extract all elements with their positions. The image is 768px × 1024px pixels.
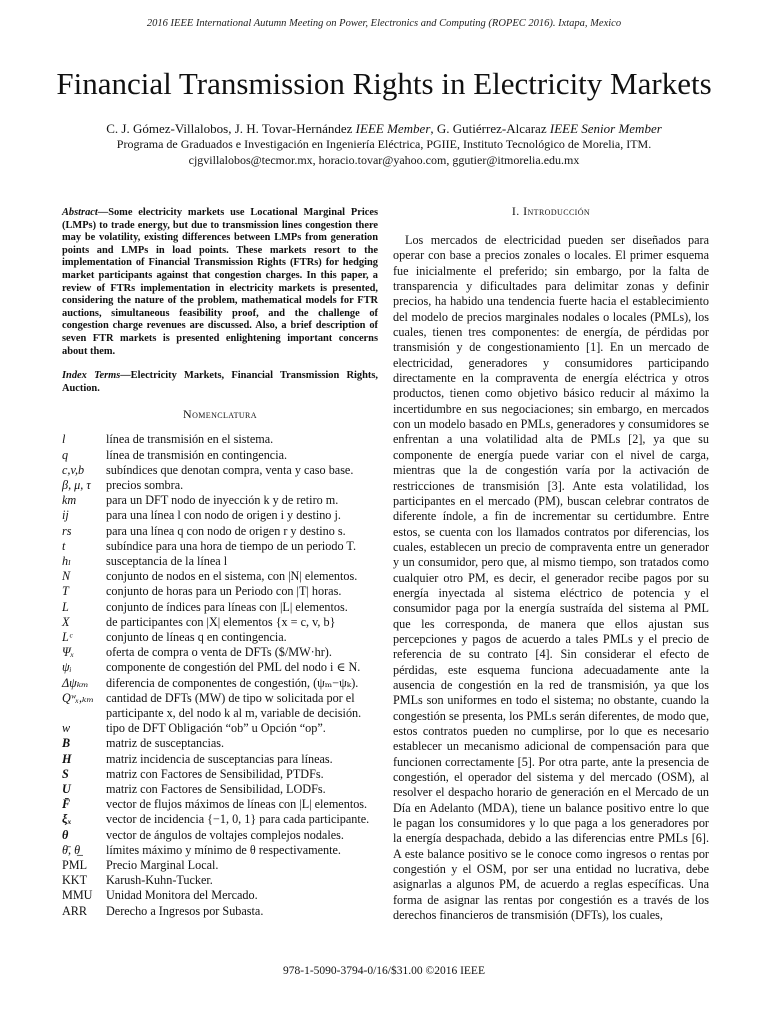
nomenclature-symbol: θ bbox=[62, 827, 69, 842]
nomenclature-symbol: rs bbox=[62, 523, 72, 538]
nomenclature-definition: vector de flujos máximos de líneas con |L| elementos. bbox=[106, 797, 368, 812]
author-role-2: IEEE Senior Member bbox=[549, 121, 662, 136]
nomenclature-symbol: ξₓ bbox=[62, 812, 72, 827]
nomenclature-symbol: km bbox=[62, 493, 77, 508]
nomenclature-definition: vector de incidencia {−1, 0, 1} para cada participante. bbox=[106, 812, 370, 827]
nomenclature-definition: Karush-Kuhn-Tucker. bbox=[106, 873, 213, 888]
nomenclature-symbol: S bbox=[62, 766, 69, 781]
nomenclature-symbol: β, μ, τ bbox=[62, 477, 91, 492]
nomenclature-row bbox=[62, 676, 378, 691]
nomenclature-definition: conjunto de índices para líneas con |L| elementos. bbox=[106, 599, 348, 614]
nomenclature-definition: línea de transmisión en contingencia. bbox=[106, 447, 288, 462]
nomenclature-row bbox=[62, 600, 378, 615]
nomenclature-definition: vector de ángulos de voltajes complejos nodales. bbox=[106, 827, 344, 842]
nomenclature-symbol: H bbox=[62, 751, 72, 766]
nomenclature-row bbox=[62, 736, 378, 751]
nomenclature-definition: límites máximo y mínimo de θ respectivamente. bbox=[106, 842, 341, 857]
abstract-lead: Abstract bbox=[62, 207, 98, 218]
nomenclature-row bbox=[62, 828, 378, 843]
nomenclature-symbol: w bbox=[62, 721, 71, 736]
nomenclature-row bbox=[62, 615, 378, 630]
nomenclature-definition: para una línea l con nodo de origen i y destino j. bbox=[106, 508, 341, 523]
nomenclature-definition: susceptancia de la línea l bbox=[106, 553, 228, 568]
nomenclature-symbol: X bbox=[62, 614, 70, 629]
abstract-text: —Some electricity markets use Locational Marginal Prices (LMPs) to trade energy, but due to transmission lines congestion there may be volatility, existing differences between LMPs from generation points and LMPs in load points. These markets resort to the implementation of Financial Transmission Rights (FTRs) for hedging market participants against that congestion charges. In this paper, a review of FTRs implementation in electricity markets is presented, considering the nature of the problem, mathematical models for FTR auctions, simultaneous feasibility proof, and the challenge of congestion charge revenues are discussed. Also, a brief description of seven FTR markets is presented enlightening important concerns about them. bbox=[62, 207, 378, 357]
nomenclature-definition: Derecho a Ingresos por Subasta. bbox=[106, 903, 264, 918]
nomenclature-symbol: Δψₖₘ bbox=[62, 675, 89, 690]
nomenclature-row bbox=[62, 873, 378, 888]
nomenclature-definition: matriz con Factores de Sensibilidad, LODFs. bbox=[106, 781, 326, 796]
nomenclature-row bbox=[62, 630, 378, 645]
nomenclature-symbol: q bbox=[62, 447, 69, 462]
index-terms-lead: Index Terms bbox=[62, 370, 121, 382]
nomenclature-definition: componente de congestión del PML del nodo i ∈ N. bbox=[106, 660, 361, 675]
nomenclature-symbol: θ̄, θ̲ bbox=[62, 842, 81, 857]
nomenclature-definition: cantidad de DFTs (MW) de tipo w solicitada por el bbox=[106, 690, 355, 705]
nomenclature-definition: diferencia de componentes de congestión, (ψₘ−ψₖ). bbox=[106, 675, 359, 690]
conference-header: 2016 IEEE International Autumn Meeting on Power, Electronics and Computing (ROPEC 2016). Ixtapa, Mexico bbox=[146, 18, 622, 29]
nomenclature-definition: precios sombra. bbox=[106, 477, 184, 492]
nomenclature-definition: Precio Marginal Local. bbox=[106, 858, 219, 872]
nomenclature-symbol: N bbox=[62, 569, 71, 584]
nomenclature-symbol: PML bbox=[62, 858, 88, 872]
introduction-heading: I. Introducción bbox=[511, 204, 591, 218]
nomenclature-row bbox=[62, 660, 378, 675]
nomenclature-symbol: hₗ bbox=[62, 553, 72, 568]
nomenclature-row bbox=[62, 767, 378, 782]
nomenclature-symbol: MMU bbox=[62, 888, 93, 903]
left-column bbox=[62, 207, 378, 919]
nomenclature-definition-continued: participante x, del nodo k al m, variable de decisión. bbox=[106, 705, 362, 720]
nomenclature-row bbox=[62, 539, 378, 554]
nomenclature-row bbox=[62, 691, 378, 706]
abstract bbox=[62, 207, 378, 358]
nomenclature-row bbox=[62, 584, 378, 599]
author-emails: cjgvillalobos@tecmor.mx, horacio.tovar@yahoo.com, ggutier@itmorelia.edu.mx bbox=[188, 153, 580, 167]
index-terms bbox=[62, 370, 378, 395]
nomenclature-definition: para un DFT nodo de inyección k y de retiro m. bbox=[106, 493, 339, 508]
right-column bbox=[393, 204, 709, 923]
nomenclature-symbol: c,v,b bbox=[62, 462, 85, 477]
nomenclature-symbol: Qʷₓ,ₖₘ bbox=[62, 690, 94, 705]
nomenclature-row bbox=[62, 478, 378, 493]
nomenclature-heading: Nomenclatura bbox=[183, 407, 257, 422]
nomenclature-symbol: l bbox=[62, 432, 66, 447]
nomenclature-row bbox=[62, 752, 378, 767]
nomenclature-definition: subíndice para una hora de tiempo de un periodo T. bbox=[106, 538, 356, 553]
nomenclature-symbol: F̄ bbox=[62, 797, 71, 812]
nomenclature-row bbox=[62, 463, 378, 478]
nomenclature-row bbox=[62, 524, 378, 539]
author-role-1: IEEE Member bbox=[355, 121, 431, 136]
nomenclature-symbol: ψᵢ bbox=[62, 660, 72, 675]
nomenclature-symbol: Lᶜ bbox=[62, 629, 72, 644]
nomenclature-row bbox=[62, 554, 378, 569]
nomenclature-definition: conjunto de líneas q en contingencia. bbox=[106, 629, 287, 644]
nomenclature-row bbox=[62, 508, 378, 523]
nomenclature-definition: matriz de susceptancias. bbox=[106, 736, 225, 751]
nomenclature-symbol: U bbox=[62, 781, 71, 796]
nomenclature-symbol: L bbox=[62, 599, 69, 614]
nomenclature-symbol: T bbox=[62, 584, 69, 599]
paper-title: Financial Transmission Rights in Electricity Markets bbox=[56, 66, 712, 101]
nomenclature-row bbox=[62, 432, 378, 447]
nomenclature-symbol: KKT bbox=[62, 873, 88, 888]
nomenclature-row bbox=[62, 904, 378, 919]
affiliation: Programa de Graduados e Investigación en Ingeniería Eléctrica, PGIIE, Instituto Tecnológico de Morelia, ITM. bbox=[116, 137, 652, 151]
nomenclature-row bbox=[62, 721, 378, 736]
author-names-1: C. J. Gómez-Villalobos, J. H. Tovar-Hernández bbox=[106, 121, 353, 136]
author-names-2: , G. Gutiérrez-Alcaraz bbox=[430, 121, 547, 136]
nomenclature-row bbox=[62, 812, 378, 827]
nomenclature-definition: conjunto de nodos en el sistema, con |N| elementos. bbox=[106, 569, 358, 584]
nomenclature-row bbox=[62, 858, 378, 873]
nomenclature-symbol: Ψₓ bbox=[62, 645, 75, 660]
nomenclature-row bbox=[62, 843, 378, 858]
nomenclature-row bbox=[62, 888, 378, 903]
nomenclature-symbol: ARR bbox=[62, 903, 88, 918]
nomenclature-definition: para una línea q con nodo de origen r y destino s. bbox=[106, 523, 346, 538]
nomenclature-row bbox=[62, 448, 378, 463]
introduction-text: Los mercados de electricidad pueden ser diseñados para operar con base a precios zonales o locales. El primer esquema fue inicialmente el preferido; sin embargo, por la falta de transparencia y dificultades para delimitar zonas y definir precios, ha habido una tendencia fuerte hacia el establecimiento del modelo de precios marginales nodales o locales (PMLs), los cuales, tienen tres componentes: de energía, de pérdidas por transmisión y de congestionamiento [1]. En un mercado de electricidad, generadores y consumidores participando directamente en la compraventa de energía eléctrica y otros productos, tienen como objetivo básico reducir al máximo la incertidumbre en sus negociaciones; sin embargo, en mercados con un modelo basado en PMLs, generadores y consumidores se enfrentan a una volatilidad alta de PMLs [2], ya que su componente de energía puede variar con el nivel de carga, mientras que la de congestión varía por la activación de restricciones de transmisión [3]. Ante esta volatilidad, los participantes en el mercado (PM), buscan celebrar contratos de diferente índole, a fin de incrementar su certidumbre. Entre estos, se cuenta con los llamados contratos por diferencias, los cuales, establecen un precio de compraventa entre un generador y un consumidor, pero que, al mismo tiempo, son tratados como cualquier otro PM, es decir, el generador recibe pagos por su energía inyectada al sistema eléctrico de potencia y el consumidor paga por la energía sustraída del sistema al PML que les corresponda, de manera que ellos ajustan sus percepciones y pagos de acuerdo a tales PMLs y el precio de referencia de su contrato [4]. Sin considerar el efecto de pérdidas, este esquema funciona adecuadamente ante la ausencia de congestión en la red de transmisión, ya que los PMLs son uniformes en todo el sistema; no obstante, cuando la congestión se presenta, los PMLs serán diferentes, de modo que, estos contratos pueden no cumplirse, por lo que es necesario establecer un mecanismo adicional de compensación para que funcionen correctamente [5]. Por otra parte, ante la presencia de congestión, el operador del sistema y del mercado (OSM), al resolver el despacho horario de generación en el Mercado de un Día en Adelanto (MDA), tiene un balance positivo entre lo que le pagan los consumidores y lo que paga a los generadores por la energía despachada, debido a las diferencias entre PMLs [6]. A este balance positivo se le conoce como ingresos o rentas por congestión y el OSM, por ser una entidad no lucrativa, debe asignarlas a algunos PM, de acuerdo a reglas específicas. Una forma de asignar las rentas por congestión es a través de los derechos financieros de transmisión (DFTs), los cuales, bbox=[393, 233, 709, 923]
nomenclature-symbol: ij bbox=[62, 508, 69, 523]
nomenclature-row bbox=[62, 645, 378, 660]
nomenclature-definition: subíndices que denotan compra, venta y caso base. bbox=[106, 462, 354, 477]
nomenclature-row bbox=[62, 782, 378, 797]
nomenclature-row bbox=[62, 797, 378, 812]
nomenclature-row bbox=[62, 493, 378, 508]
nomenclature-symbol: B bbox=[62, 736, 71, 751]
nomenclature-definition: de participantes con |X| elementos {x = c, v, b} bbox=[106, 614, 336, 629]
nomenclature-row bbox=[62, 569, 378, 584]
nomenclature-symbol: t bbox=[62, 538, 66, 553]
nomenclature-definition: matriz con Factores de Sensibilidad, PTDFs. bbox=[106, 766, 324, 781]
nomenclature-definition: oferta de compra o venta de DFTs ($/MW·hr). bbox=[106, 645, 332, 660]
nomenclature-list bbox=[62, 432, 378, 919]
copyright-footer: 978-1-5090-3794-0/16/$31.00 ©2016 IEEE bbox=[283, 965, 485, 977]
nomenclature-definition: tipo de DFT Obligación “ob” u Opción “op”. bbox=[106, 721, 326, 736]
nomenclature-definition: línea de transmisión en el sistema. bbox=[106, 432, 274, 447]
nomenclature-definition: Unidad Monitora del Mercado. bbox=[106, 888, 258, 903]
nomenclature-definition: matriz incidencia de susceptancias para líneas. bbox=[106, 751, 333, 766]
index-terms-text: —Electricity Markets, Financial Transmission Rights, Auction. bbox=[62, 370, 378, 394]
author-list bbox=[0, 120, 768, 137]
nomenclature-definition: conjunto de horas para un Periodo con |T| horas. bbox=[106, 584, 342, 599]
